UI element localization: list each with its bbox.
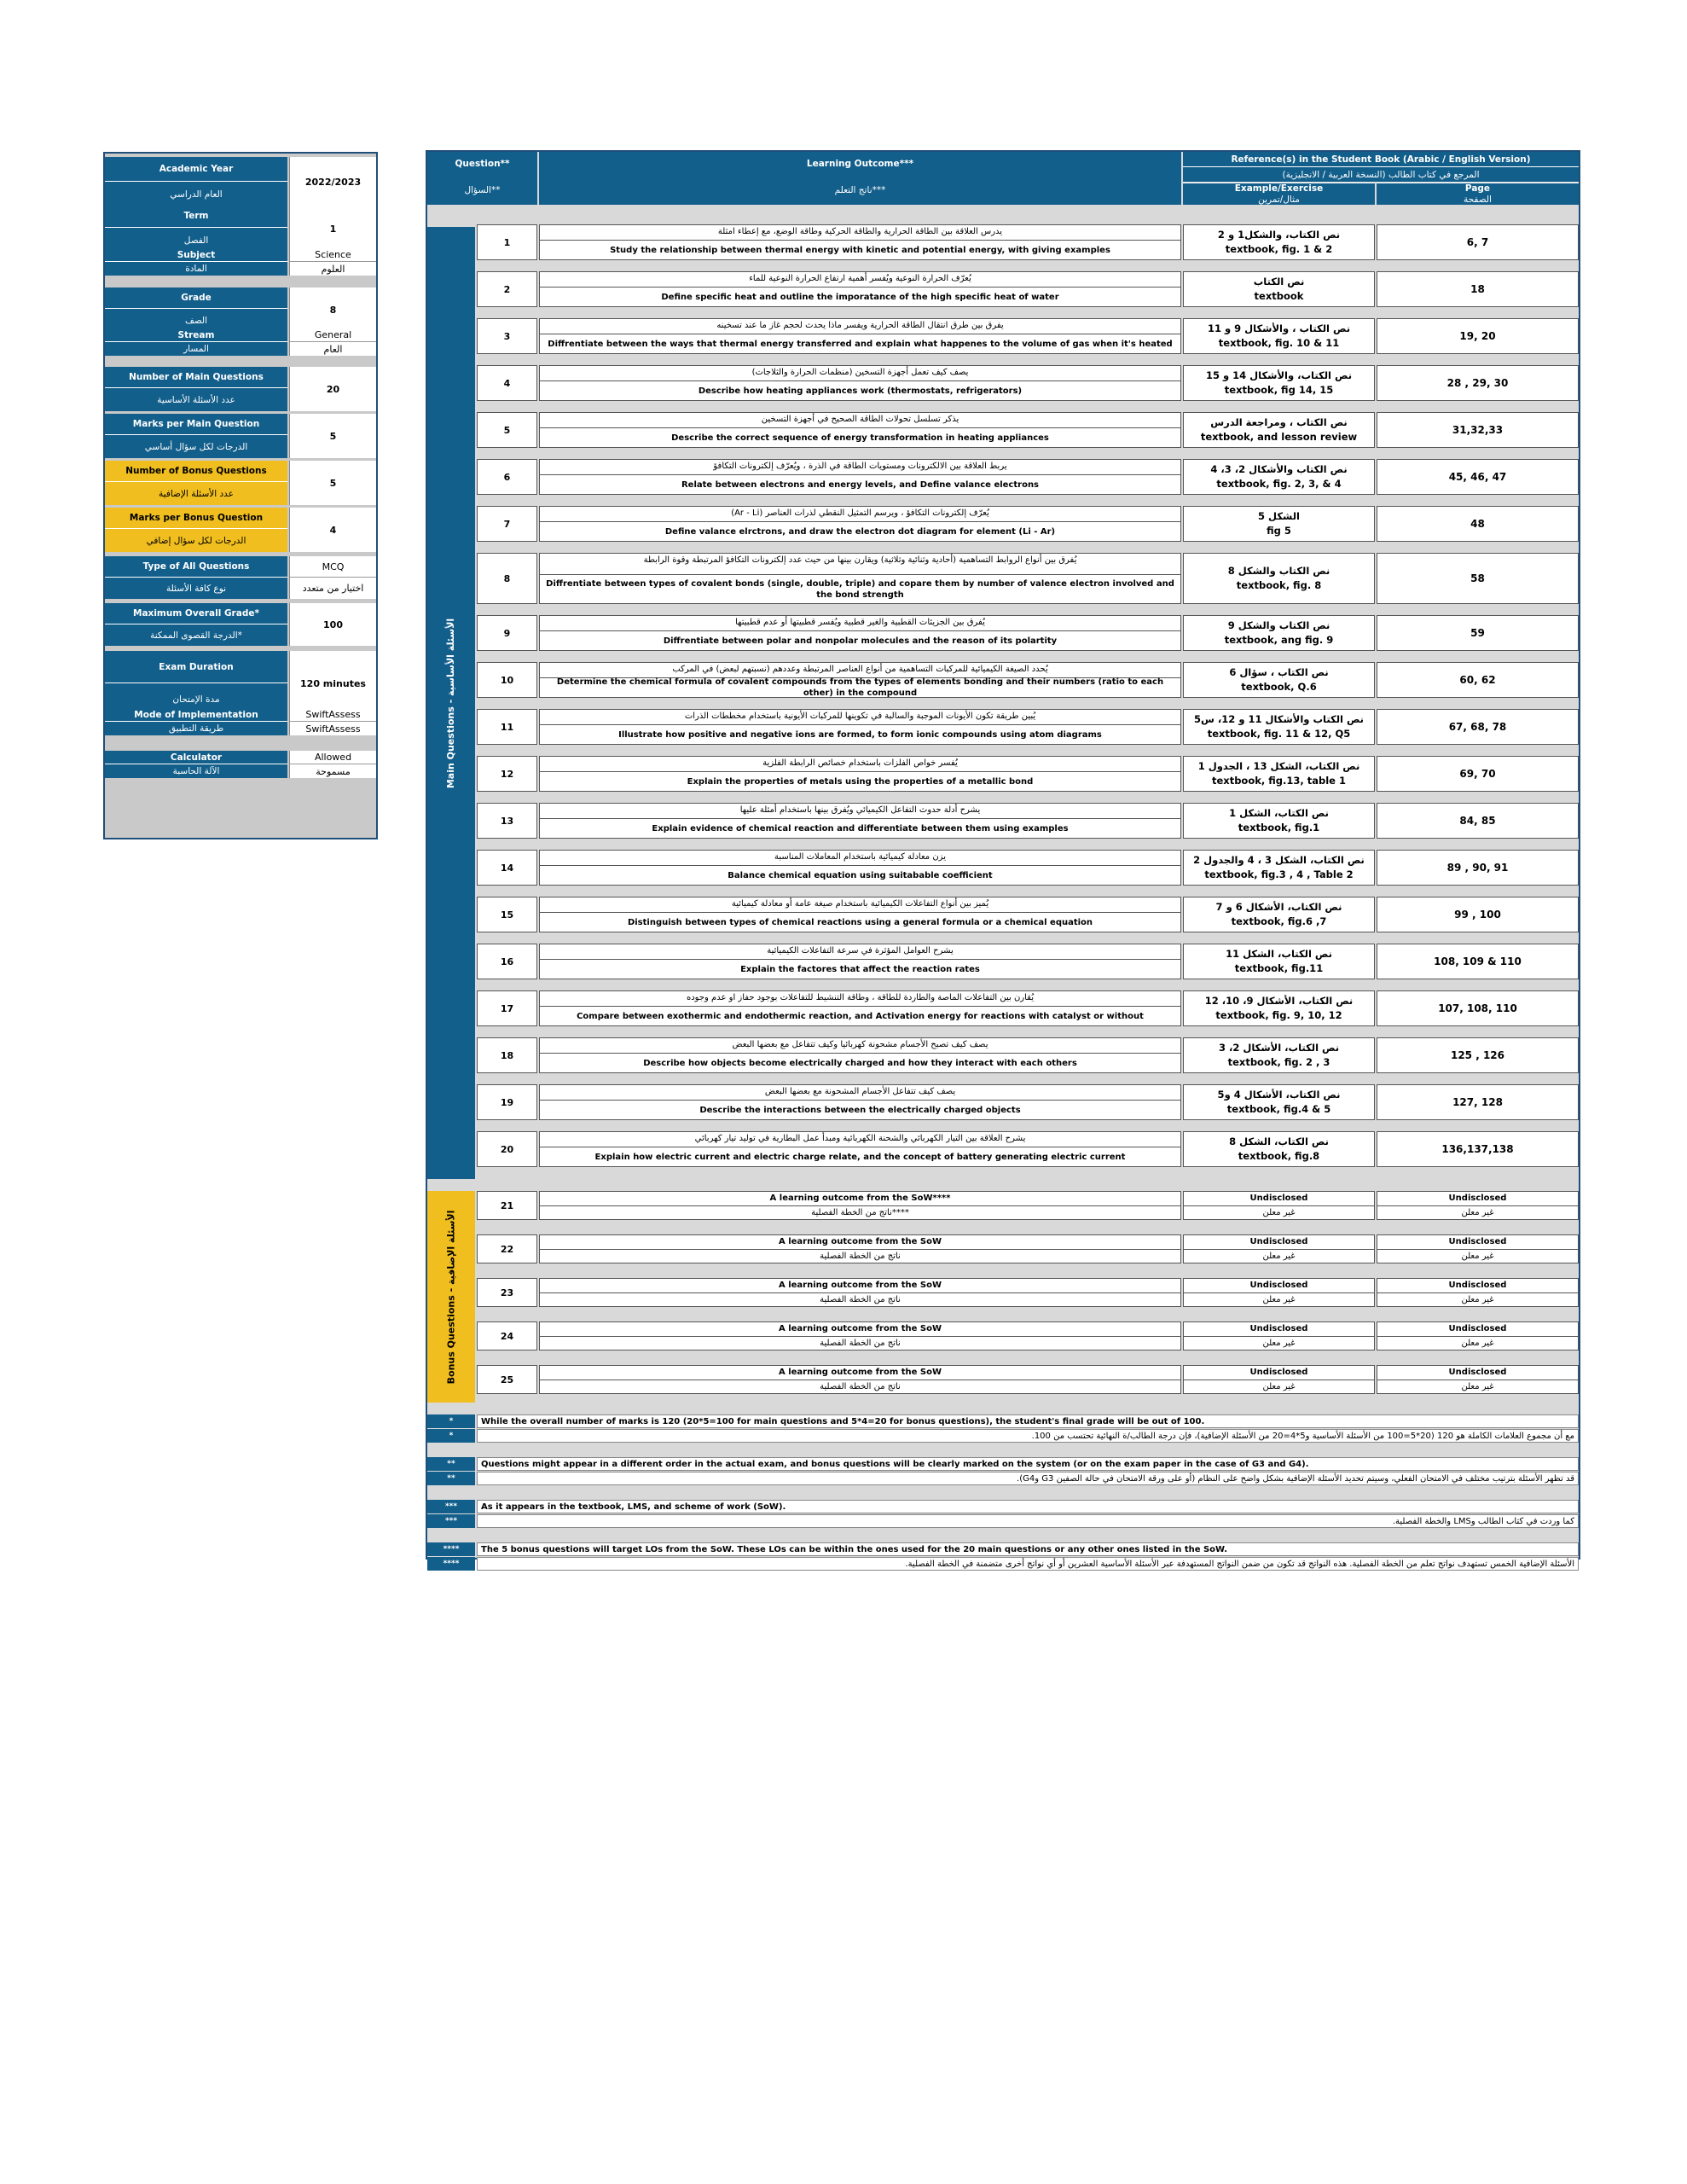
page-ar: غير معلن bbox=[1377, 1380, 1578, 1394]
example-en: textbook, fig. 11 & 12, Q5 bbox=[1207, 728, 1351, 740]
footnote-en: Questions might appear in a different order in the actual exam, and bonus questions will be clearly marked on the system (or on the exam paper in the case of G3 and G4). bbox=[477, 1457, 1579, 1471]
learning-outcome-ar: ناتج من الخطة الفصلية bbox=[540, 1292, 1180, 1307]
learning-outcome-en: Define valance elrctrons, and draw the electron dot diagram for element (Li - Ar) bbox=[664, 526, 1056, 537]
question-number: 1 bbox=[477, 224, 537, 260]
info-value: 5 bbox=[289, 414, 376, 458]
page-cell: 69, 70 bbox=[1377, 756, 1579, 792]
question-number: 21 bbox=[477, 1191, 537, 1220]
footnote-marker: ** bbox=[427, 1457, 475, 1471]
example-en: textbook, fig.6 ,7 bbox=[1231, 915, 1327, 927]
example-ar: نص الكتاب، والشكل1 و 2 bbox=[1217, 229, 1341, 241]
footnote-marker-ar: **** bbox=[427, 1557, 475, 1571]
learning-outcome-ar: يربط العلاقة بين الالكترونات ومستويات الطاقة في الذرة ، ويُعرّف إلكترونات التكافؤ bbox=[540, 460, 1180, 475]
page-ar: غير معلن bbox=[1377, 1249, 1578, 1263]
learning-outcome-ar: يدرس العلاقة بين الطاقة الحرارية والطاقة الحركية وطاقة الوضع، مع إعطاء امثلة bbox=[540, 225, 1180, 241]
example-ar: نص الكتاب، الشكل 11 bbox=[1226, 948, 1332, 960]
learning-outcome-cell bbox=[539, 1321, 1181, 1350]
info-value: 2022/2023 bbox=[289, 157, 376, 206]
learning-outcome-cell bbox=[539, 756, 1181, 792]
example-en: Undisclosed bbox=[1249, 1194, 1308, 1203]
example-en: textbook, and lesson review bbox=[1200, 431, 1358, 443]
info-value: 120 minutes bbox=[289, 651, 376, 716]
learning-outcome-cell bbox=[539, 1131, 1181, 1167]
example-ar: نص الكتاب والشكل 9 bbox=[1227, 619, 1330, 631]
learning-outcome-ar: يصف كيف تتفاعل الأجسام المشحونة مع بعضها البعض bbox=[540, 1085, 1180, 1101]
learning-outcome-ar: يشرح العلاقة بين التيار الكهربائي والشحنة الكهربائية ومبدأ عمل البطارية في توليد تيار كهربائي bbox=[540, 1132, 1180, 1147]
example-en: textbook, ang fig. 9 bbox=[1224, 634, 1334, 646]
page-cell: 89 , 90, 91 bbox=[1377, 850, 1579, 886]
example-header-ar: مثال/تمرين bbox=[1183, 194, 1375, 205]
example-ar: نص الكتاب، والأشكال 14 و 15 bbox=[1205, 369, 1353, 381]
learning-outcome-en: Explain the factores that affect the reaction rates bbox=[740, 964, 980, 974]
lo-header-ar: ناتج التعلم*** bbox=[539, 176, 1181, 205]
learning-outcome-ar: يُفسر خواص الفلزات باستخدام خصائص الرابطة الفلزية bbox=[540, 757, 1180, 772]
info-label: Number of Bonus Questions bbox=[105, 461, 287, 482]
footnote-en: While the overall number of marks is 120 (20*5=100 for main questions and 5*4=20 for bonus questions), the student's final grade will be out of 100. bbox=[477, 1414, 1579, 1428]
learning-outcome-en: Explain evidence of chemical reaction and differentiate between them using examples bbox=[652, 823, 1069, 834]
info-value: 100 bbox=[289, 603, 376, 646]
question-number: 19 bbox=[477, 1084, 537, 1120]
learning-outcome-ar: يصف كيف تعمل أجهزة التسخين (منظمات الحرارة والثلاجات) bbox=[540, 366, 1180, 381]
example-en: textbook, fig.1 bbox=[1238, 822, 1320, 834]
info-value: Science bbox=[289, 248, 376, 262]
learning-outcome-cell bbox=[539, 803, 1181, 839]
bonus-questions-label-text: Bonus Questions - الأسئلة الإضافية bbox=[445, 1210, 457, 1384]
example-exercise-cell bbox=[1183, 412, 1375, 448]
page-cell bbox=[1377, 1278, 1579, 1307]
info-label: Term bbox=[105, 205, 287, 228]
question-number: 8 bbox=[477, 553, 537, 604]
learning-outcome-en: Study the relationship between thermal energy with kinetic and potential energy, with giving examples bbox=[610, 245, 1110, 255]
learning-outcome-cell bbox=[539, 224, 1181, 260]
example-en: Undisclosed bbox=[1249, 1324, 1308, 1333]
example-ar: الشكل 5 bbox=[1258, 510, 1300, 522]
example-ar: نص الكتاب ، والأشكال 9 و 11 bbox=[1207, 322, 1351, 334]
example-en: textbook, fig.13, table 1 bbox=[1211, 775, 1346, 787]
info-label: Type of All Questions bbox=[105, 556, 287, 578]
page-cell: 48 bbox=[1377, 506, 1579, 542]
info-label-ar: عدد الأسئلة الإضافية bbox=[105, 482, 287, 505]
example-exercise-cell bbox=[1183, 1365, 1375, 1394]
learning-outcome-ar: ناتج من الخطة الفصلية bbox=[540, 1249, 1180, 1263]
info-value: Allowed bbox=[289, 751, 376, 764]
info-label: Grade bbox=[105, 288, 287, 309]
learning-outcome-cell bbox=[539, 662, 1181, 698]
info-label: Marks per Bonus Question bbox=[105, 508, 287, 529]
page-cell: 31,32,33 bbox=[1377, 412, 1579, 448]
learning-outcome-cell bbox=[539, 1365, 1181, 1394]
footnote-marker-ar: * bbox=[427, 1429, 475, 1443]
page-cell: 45, 46, 47 bbox=[1377, 459, 1579, 495]
page-ar: غير معلن bbox=[1377, 1336, 1578, 1350]
example-ar: غير معلن bbox=[1184, 1205, 1374, 1220]
info-label-ar: المسار bbox=[105, 342, 287, 356]
example-exercise-cell bbox=[1183, 1037, 1375, 1073]
example-en: textbook, fig.11 bbox=[1234, 962, 1324, 974]
question-number: 16 bbox=[477, 944, 537, 979]
learning-outcome-ar: ناتج من الخطة الفصلية bbox=[540, 1380, 1180, 1394]
learning-outcome-ar: يُعرّف الحرارة النوعية ويُفسر أهمية ارتفاع الحرارة النوعية للماء bbox=[540, 272, 1180, 288]
learning-outcome-cell bbox=[539, 1084, 1181, 1120]
question-number: 7 bbox=[477, 506, 537, 542]
page-cell: 59 bbox=[1377, 615, 1579, 651]
learning-outcome-ar: يُفرق بين أنواع الروابط التساهمية (أحادية وثنائية وثلاثية) ويقارن بينها من حيث عدد إلكترونات التكافؤ المرتبطة وقوة الرابطة bbox=[540, 554, 1180, 575]
example-en: textbook, fig. 2 , 3 bbox=[1227, 1056, 1330, 1068]
page-en: Undisclosed bbox=[1448, 1194, 1507, 1203]
learning-outcome-en: Define specific heat and outline the imporatance of the high specific heat of water bbox=[661, 292, 1059, 302]
main-questions-label-text: Main Questions - الأسئلة الأساسية bbox=[445, 618, 457, 788]
example-exercise-cell bbox=[1183, 1191, 1375, 1220]
page-cell: 58 bbox=[1377, 553, 1579, 604]
learning-outcome-en: A learning outcome from the SoW**** bbox=[769, 1194, 951, 1203]
footnote-ar: قد تظهر الأسئلة بترتيب مختلف في الامتحان الفعلي، وسيتم تحديد الأسئلة الإضافية بشكل واضح على النظام (أو على ورقة الامتحان في حالة الصفين G3 وG4). bbox=[477, 1472, 1579, 1485]
example-exercise-cell bbox=[1183, 990, 1375, 1026]
page-header-ar: الصفحة bbox=[1377, 194, 1579, 205]
learning-outcome-cell bbox=[539, 944, 1181, 979]
page-cell: 125 , 126 bbox=[1377, 1037, 1579, 1073]
page-cell: 84, 85 bbox=[1377, 803, 1579, 839]
example-ar: نص الكتاب، الشكل 13 ، الجدول 1 bbox=[1197, 760, 1360, 772]
info-label-ar: نوع كافة الأسئلة bbox=[105, 578, 287, 599]
question-number: 15 bbox=[477, 897, 537, 932]
example-ar: نص الكتاب، الأشكال 9، 10، 12 bbox=[1204, 995, 1354, 1007]
page-cell: 18 bbox=[1377, 271, 1579, 307]
question-header: Question** bbox=[427, 152, 537, 176]
learning-outcome-ar: يُميز بين أنواع التفاعلات الكيميائية باستخدام صيغة عامة أو معادلة كيميائية bbox=[540, 897, 1180, 913]
learning-outcome-en: Describe how objects become electrically charged and how they interact with each others bbox=[643, 1058, 1077, 1068]
info-label: Calculator bbox=[105, 751, 287, 764]
main-questions-side-label bbox=[427, 227, 475, 1179]
example-ar: نص الكتاب، الشكل 1 bbox=[1229, 807, 1329, 819]
learning-outcome-en: Determine the chemical formula of covalent compounds from the types of elements bonding and their numbers (ratio to each other) in the compound bbox=[556, 677, 1164, 698]
info-value-ar: اختيار من متعدد bbox=[289, 578, 376, 599]
question-number: 11 bbox=[477, 709, 537, 745]
example-exercise-cell bbox=[1183, 506, 1375, 542]
question-number: 2 bbox=[477, 271, 537, 307]
info-label: Mode of Implementation bbox=[105, 708, 287, 722]
example-ar: نص الكتاب، الأشكال 4 و5 bbox=[1217, 1089, 1341, 1101]
page-cell: 136,137,138 bbox=[1377, 1131, 1579, 1167]
info-label: Marks per Main Question bbox=[105, 414, 287, 435]
page-ar: غير معلن bbox=[1377, 1205, 1578, 1220]
learning-outcome-cell bbox=[539, 615, 1181, 651]
learning-outcome-cell bbox=[539, 897, 1181, 932]
example-exercise-cell bbox=[1183, 1084, 1375, 1120]
question-number: 17 bbox=[477, 990, 537, 1026]
learning-outcome-cell bbox=[539, 553, 1181, 604]
info-value-ar: مسموحة bbox=[289, 764, 376, 778]
example-exercise-cell bbox=[1183, 615, 1375, 651]
example-exercise-cell bbox=[1183, 897, 1375, 932]
learning-outcome-cell bbox=[539, 365, 1181, 401]
question-number: 23 bbox=[477, 1278, 537, 1307]
footnote-ar: الأسئلة الإضافية الخمس تستهدف نواتج تعلم من الخطة الفصلية. هذه النواتج قد تكون من ضمن النواتج المستهدفة عبر الأسئلة الأساسية العشرين أو أي نواتج أخرى متضمنة في الخطة الفصلية. bbox=[477, 1557, 1579, 1571]
learning-outcome-ar: يزن معادلة كيميائية باستخدام المعاملات المناسبة bbox=[540, 851, 1180, 866]
question-number: 5 bbox=[477, 412, 537, 448]
example-en: textbook bbox=[1254, 290, 1304, 302]
example-en: textbook, fig. 8 bbox=[1236, 579, 1322, 591]
example-ar: غير معلن bbox=[1184, 1292, 1374, 1307]
exam-structure-table bbox=[426, 150, 1580, 1569]
info-label-ar: الآلة الحاسبة bbox=[105, 764, 287, 778]
info-value: 4 bbox=[289, 508, 376, 552]
question-number: 3 bbox=[477, 318, 537, 354]
page-cell bbox=[1377, 1321, 1579, 1350]
footnote-marker-ar: *** bbox=[427, 1514, 475, 1528]
learning-outcome-cell bbox=[539, 1278, 1181, 1307]
learning-outcome-en: Illustrate how positive and negative ions are formed, to form ionic compounds using atom diagrams bbox=[618, 729, 1102, 740]
footnote-marker-ar: ** bbox=[427, 1472, 475, 1485]
page-en: Undisclosed bbox=[1448, 1368, 1507, 1377]
info-label-ar: مدة الإمتحان bbox=[105, 683, 287, 716]
learning-outcome-cell bbox=[539, 318, 1181, 354]
example-exercise-cell bbox=[1183, 803, 1375, 839]
footnote-en: The 5 bonus questions will target LOs from the SoW. These LOs can be within the ones used for the 20 main questions or any other ones listed in the SoW. bbox=[477, 1542, 1579, 1556]
info-value-ar: العام bbox=[289, 342, 376, 356]
learning-outcome-ar: يفرق بين طرق انتقال الطاقة الحرارية ويفسر ماذا يحدث لحجم غاز ما عند تسخينه bbox=[540, 319, 1180, 334]
page-ar: غير معلن bbox=[1377, 1292, 1578, 1307]
page-cell: 99 , 100 bbox=[1377, 897, 1579, 932]
info-label-ar: الدرجة القصوى الممكنة* bbox=[105, 624, 287, 646]
learning-outcome-en: Relate between electrons and energy levels, and Define valance electrons bbox=[681, 479, 1040, 490]
example-ar: نص الكتاب، الأشكال 2، 3 bbox=[1218, 1042, 1340, 1054]
learning-outcome-ar: ناتج من الخطة الفصلية bbox=[540, 1336, 1180, 1350]
learning-outcome-en: Diffrentiate between types of covalent bonds (single, double, triple) and copare them by number of valence electron involved and the bond strength bbox=[546, 578, 1174, 600]
page-cell: 60, 62 bbox=[1377, 662, 1579, 698]
example-en: textbook, fig. 2, 3, & 4 bbox=[1216, 478, 1342, 490]
learning-outcome-ar: يُحدد الصيغة الكيميائية للمركبات التساهمية من أنواع العناصر المرتبطة وعددهم (نسبتهم لبعض) في المركب bbox=[540, 663, 1180, 678]
lo-header: Learning Outcome*** bbox=[539, 152, 1181, 176]
info-label-ar: الدرجات لكل سؤال إضافي bbox=[105, 529, 287, 552]
example-en: textbook, fig 14, 15 bbox=[1224, 384, 1334, 396]
example-en: Undisclosed bbox=[1249, 1368, 1308, 1377]
learning-outcome-en: Describe the correct sequence of energy transformation in heating appliances bbox=[671, 433, 1049, 443]
info-value: General bbox=[289, 328, 376, 342]
learning-outcome-cell bbox=[539, 412, 1181, 448]
example-exercise-cell bbox=[1183, 1321, 1375, 1350]
page-cell: 67, 68, 78 bbox=[1377, 709, 1579, 745]
example-header: Example/Exercise bbox=[1183, 183, 1375, 194]
example-en: textbook, fig.4 & 5 bbox=[1226, 1103, 1331, 1115]
page-header: Page bbox=[1377, 183, 1579, 194]
example-exercise-cell bbox=[1183, 271, 1375, 307]
learning-outcome-cell bbox=[539, 990, 1181, 1026]
footnote-marker: * bbox=[427, 1414, 475, 1428]
reference-header: Reference(s) in the Student Book (Arabic / English Version) bbox=[1183, 152, 1579, 166]
example-ar: غير معلن bbox=[1184, 1249, 1374, 1263]
question-number: 25 bbox=[477, 1365, 537, 1394]
learning-outcome-ar: يصف كيف تصبح الأجسام مشحونة كهربائيا وكيف تتفاعل مع بعضها البعض bbox=[540, 1038, 1180, 1054]
info-label-ar: طريقة التطبيق bbox=[105, 722, 287, 735]
learning-outcome-en: Describe how heating appliances work (thermostats, refrigerators) bbox=[698, 386, 1023, 396]
example-exercise-cell bbox=[1183, 1234, 1375, 1263]
learning-outcome-cell bbox=[539, 271, 1181, 307]
page-cell bbox=[1377, 1365, 1579, 1394]
question-number: 18 bbox=[477, 1037, 537, 1073]
page-cell: 28 , 29, 30 bbox=[1377, 365, 1579, 401]
page-cell: 19, 20 bbox=[1377, 318, 1579, 354]
learning-outcome-en: Diffrentiate between the ways that thermal energy transferred and explain what happenes to the volume of gas when it's heated bbox=[548, 339, 1173, 349]
learning-outcome-en: Balance chemical equation using suitabable coefficient bbox=[728, 870, 993, 880]
info-label: Number of Main Questions bbox=[105, 367, 287, 388]
info-value: 8 bbox=[289, 288, 376, 332]
learning-outcome-ar: يُقارن بين التفاعلات الماصة والطاردة للطاقة ، وطاقة التنشيط للتفاعلات بوجود حفاز او عدم وجوده bbox=[540, 991, 1180, 1007]
example-en: textbook, fig. 9, 10, 12 bbox=[1215, 1009, 1342, 1021]
example-en: fig 5 bbox=[1267, 525, 1291, 537]
learning-outcome-ar: يُبين طريقة تكون الأيونات الموجبة والسالبة في تكوينها للمركبات الأيونية باستخدام مخططات الذرات bbox=[540, 710, 1180, 725]
example-exercise-cell bbox=[1183, 1131, 1375, 1167]
example-en: textbook, fig. 10 & 11 bbox=[1218, 337, 1340, 349]
example-exercise-cell bbox=[1183, 365, 1375, 401]
example-ar: نص الكتاب والأشكال 2، 3، 4 bbox=[1210, 463, 1348, 475]
example-en: textbook, fig.3 , 4 , Table 2 bbox=[1204, 868, 1354, 880]
learning-outcome-en: A learning outcome from the SoW bbox=[779, 1237, 942, 1246]
learning-outcome-en: A learning outcome from the SoW bbox=[779, 1368, 942, 1377]
question-number: 6 bbox=[477, 459, 537, 495]
learning-outcome-ar: يشرح أدلة حدوث التفاعل الكيميائي ويُفرق بينها باستخدام أمثلة عليها bbox=[540, 804, 1180, 819]
info-value: MCQ bbox=[289, 556, 376, 578]
example-en: Undisclosed bbox=[1249, 1237, 1308, 1246]
learning-outcome-ar: يشرح العوامل المؤثرة في سرعة التفاعلات الكيميائية bbox=[540, 944, 1180, 960]
footnote-marker: **** bbox=[427, 1542, 475, 1556]
question-number: 4 bbox=[477, 365, 537, 401]
example-exercise-cell bbox=[1183, 756, 1375, 792]
example-ar: نص الكتاب، الشكل 8 bbox=[1229, 1136, 1329, 1147]
example-ar: غير معلن bbox=[1184, 1336, 1374, 1350]
question-number: 9 bbox=[477, 615, 537, 651]
info-value: 20 bbox=[289, 367, 376, 411]
learning-outcome-en: Diffrentiate between polar and nonpolar molecules and the reason of its polartity bbox=[663, 636, 1058, 646]
bonus-questions-side-label bbox=[427, 1191, 475, 1403]
learning-outcome-cell bbox=[539, 506, 1181, 542]
page-en: Undisclosed bbox=[1448, 1237, 1507, 1246]
footnote-marker: *** bbox=[427, 1500, 475, 1513]
learning-outcome-en: Explain the properties of metals using the properties of a metallic bond bbox=[687, 776, 1034, 787]
page-cell: 6, 7 bbox=[1377, 224, 1579, 260]
example-exercise-cell bbox=[1183, 224, 1375, 260]
example-ar: نص الكتاب ، سؤال 6 bbox=[1229, 666, 1329, 678]
info-value-ar: العلوم bbox=[289, 262, 376, 276]
example-ar: نص الكتاب، الشكل 3 ، 4 والجدول 2 bbox=[1193, 854, 1365, 866]
info-label-ar: الصف bbox=[105, 309, 287, 332]
page-cell: 108, 109 & 110 bbox=[1377, 944, 1579, 979]
page-cell bbox=[1377, 1191, 1579, 1220]
page-en: Undisclosed bbox=[1448, 1324, 1507, 1333]
info-label-ar: عدد الأسئلة الأساسية bbox=[105, 388, 287, 411]
learning-outcome-cell bbox=[539, 1191, 1181, 1220]
info-label-ar: العام الدراسي bbox=[105, 182, 287, 206]
learning-outcome-cell bbox=[539, 1234, 1181, 1263]
example-ar: نص الكتاب والشكل 8 bbox=[1227, 565, 1330, 577]
example-exercise-cell bbox=[1183, 459, 1375, 495]
example-exercise-cell bbox=[1183, 553, 1375, 604]
learning-outcome-en: Compare between exothermic and endothermic reaction, and Activation energy for reactions with catalyst or without bbox=[577, 1011, 1144, 1021]
example-en: Undisclosed bbox=[1249, 1281, 1308, 1290]
info-value-ar: SwiftAssess bbox=[289, 722, 376, 735]
example-exercise-cell bbox=[1183, 944, 1375, 979]
example-exercise-cell bbox=[1183, 709, 1375, 745]
example-exercise-cell bbox=[1183, 318, 1375, 354]
learning-outcome-en: Describe the interactions between the electrically charged objects bbox=[699, 1105, 1021, 1115]
learning-outcome-en: Explain how electric current and electric charge relate, and the concept of battery generating electric current bbox=[594, 1152, 1126, 1162]
question-number: 22 bbox=[477, 1234, 537, 1263]
page-cell: 107, 108, 110 bbox=[1377, 990, 1579, 1026]
question-number: 20 bbox=[477, 1131, 537, 1167]
page-cell: 127, 128 bbox=[1377, 1084, 1579, 1120]
question-number: 13 bbox=[477, 803, 537, 839]
info-value: 5 bbox=[289, 461, 376, 505]
example-en: textbook, fig.8 bbox=[1238, 1150, 1320, 1162]
learning-outcome-cell bbox=[539, 459, 1181, 495]
footnote-en: As it appears in the textbook, LMS, and scheme of work (SoW). bbox=[477, 1500, 1579, 1513]
learning-outcome-en: A learning outcome from the SoW bbox=[779, 1324, 942, 1333]
info-value: 1 bbox=[289, 205, 376, 253]
example-ar: نص الكتاب والأشكال 11 و 12، س5 bbox=[1194, 713, 1364, 725]
info-label: Exam Duration bbox=[105, 651, 287, 683]
info-label: Academic Year bbox=[105, 157, 287, 182]
learning-outcome-cell bbox=[539, 1037, 1181, 1073]
learning-outcome-ar: يُعرّف إلكترونات التكافؤ ، ويرسم التمثيل النقطي لذرات العناصر (Ar - Li) bbox=[540, 507, 1180, 522]
question-header-ar: السؤال** bbox=[427, 176, 537, 205]
info-label-ar: الفصل bbox=[105, 228, 287, 253]
question-number: 14 bbox=[477, 850, 537, 886]
info-label-ar: المادة bbox=[105, 262, 287, 276]
example-ar: نص الكتاب bbox=[1253, 276, 1305, 288]
example-en: textbook, fig. 1 & 2 bbox=[1225, 243, 1333, 255]
learning-outcome-cell bbox=[539, 850, 1181, 886]
footnote-ar: مع أن مجموع العلامات الكاملة هو 120 (20*5=100 من الأسئلة الأساسية و5*4=20 من الأسئلة الإضافية)، فإن درجة الطالب/ة النهائية تحتسب من 100. bbox=[477, 1429, 1579, 1443]
learning-outcome-ar: يُفرق بين الجزيئات القطبية والغير قطبية ويُفسر قطبيتها أو عدم قطبيتها bbox=[540, 616, 1180, 631]
example-ar: غير معلن bbox=[1184, 1380, 1374, 1394]
question-number: 24 bbox=[477, 1321, 537, 1350]
example-ar: نص الكتاب ، ومراجعة الدرس bbox=[1210, 416, 1348, 428]
info-value: SwiftAssess bbox=[289, 708, 376, 722]
example-exercise-cell bbox=[1183, 662, 1375, 698]
example-en: textbook, Q.6 bbox=[1241, 681, 1317, 693]
learning-outcome-en: Distinguish between types of chemical reactions using a general formula or a chemical equation bbox=[627, 917, 1093, 927]
info-label: Maximum Overall Grade* bbox=[105, 603, 287, 624]
info-label: Stream bbox=[105, 328, 287, 342]
learning-outcome-en: A learning outcome from the SoW bbox=[779, 1281, 942, 1290]
exam-info-panel bbox=[103, 152, 378, 839]
learning-outcome-ar: يذكر تسلسل تحولات الطاقة الصحيح في أجهزة التسخين bbox=[540, 413, 1180, 428]
page-cell bbox=[1377, 1234, 1579, 1263]
learning-outcome-cell bbox=[539, 709, 1181, 745]
question-number: 12 bbox=[477, 756, 537, 792]
footnote-ar: كما وردت في كتاب الطالب وLMS والخطة الفصلية. bbox=[477, 1514, 1579, 1528]
page-en: Undisclosed bbox=[1448, 1281, 1507, 1290]
example-exercise-cell bbox=[1183, 850, 1375, 886]
question-number: 10 bbox=[477, 662, 537, 698]
info-label-ar: الدرجات لكل سؤال أساسي bbox=[105, 435, 287, 458]
info-label: Subject bbox=[105, 248, 287, 262]
reference-header-ar: المرجع في كتاب الطالب (النسخة العربية / الانجليزية) bbox=[1183, 166, 1579, 182]
example-ar: نص الكتاب، الأشكال 6 و 7 bbox=[1215, 901, 1342, 913]
learning-outcome-ar: ناتج من الخطة الفصلية**** bbox=[540, 1205, 1180, 1220]
example-exercise-cell bbox=[1183, 1278, 1375, 1307]
